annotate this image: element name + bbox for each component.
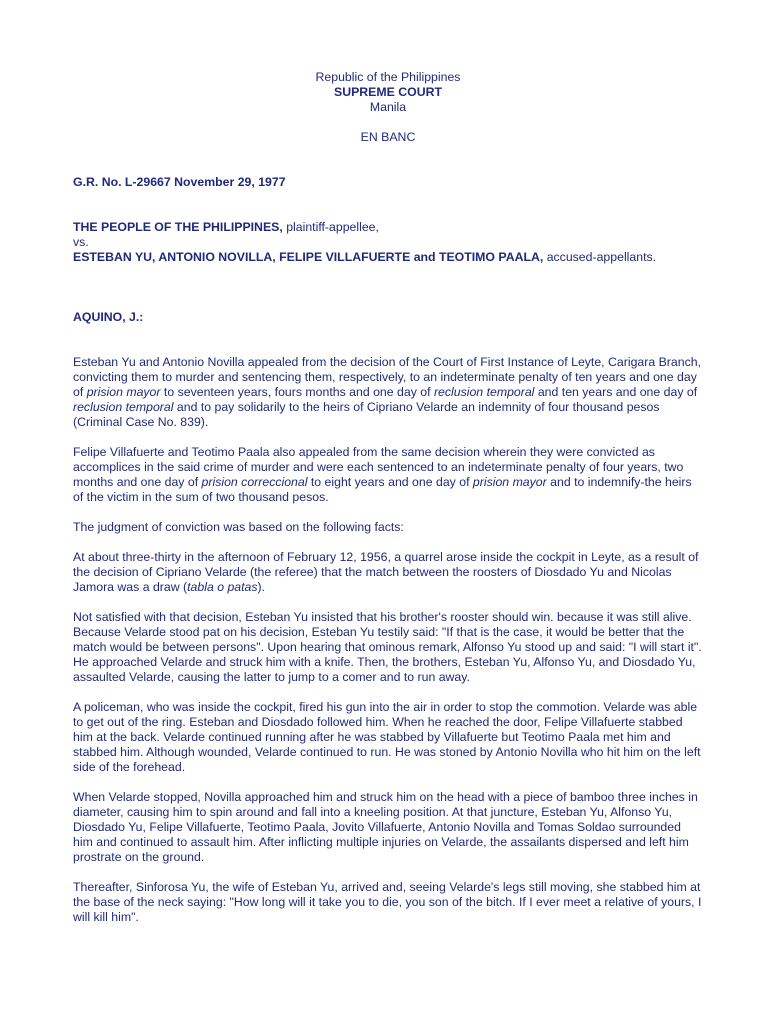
paragraph-text: Felipe Villafuerte and Teotimo Paala also appealed from the same decision wherein they were convicted as accomplices in the said crime of murder and were each sentenced to an indeterminate penalty of four years, two months and one day of [73, 445, 684, 489]
accused-role: accused-appellants. [546, 250, 657, 264]
paragraph-2 [73, 445, 703, 505]
paragraph-text: to eight years and one day of [307, 475, 473, 489]
spacer [73, 145, 703, 160]
case-number: G.R. No. L-29667 November 29, 1977 [73, 175, 286, 189]
paragraph-text: to seventeen years, fours months and one day of [160, 385, 434, 399]
paragraph-text: Esteban Yu and Antonio Novilla appealed from the decision of the Court of First Instance of Leyte, Carigara Branch, convicting them to murder and sentencing them, respectively, to an indeterminate penalty of ten years and one day of [73, 355, 701, 399]
spacer [73, 340, 703, 355]
spacer [73, 265, 703, 310]
paragraph-italic: prision mayor [86, 385, 161, 399]
paragraph-text: and ten years and one day of [534, 385, 698, 399]
ponente: AQUINO, J.: [73, 310, 144, 324]
versus-line: vs. [73, 235, 89, 249]
case-title [73, 220, 703, 265]
court-city: Manila [369, 100, 407, 114]
paragraph-text: and to pay solidarily to the heirs of Cipriano Velarde an indemnity of four thousand pesos (Criminal Case No. 839). [73, 400, 660, 429]
en-banc-label: EN BANC [360, 130, 416, 144]
plaintiff-name: THE PEOPLE OF THE PHILIPPINES, [73, 220, 283, 234]
document-page [73, 70, 703, 940]
spacer [73, 205, 703, 220]
court-name: SUPREME COURT [334, 85, 442, 99]
paragraph-8: Thereafter, Sinforosa Yu, the wife of Esteban Yu, arrived and, seeing Velarde's legs still moving, she stabbed him at the base of the neck saying: "How long will it take you to die, you son of the bitch. If I ever meet a relative of yours, I will kill him". [73, 880, 702, 924]
paragraph-text: and to indemnify-the heirs of the victim in the sum of two thousand pesos. [73, 475, 692, 504]
spacer [73, 325, 703, 340]
paragraph-italic: tabla o patas [187, 580, 258, 594]
paragraph-italic: reclusion temporal [73, 400, 174, 414]
plaintiff-line [73, 220, 703, 235]
paragraph-italic: prision mayor [472, 475, 547, 489]
paragraph-text: ). [257, 580, 266, 594]
paragraph-italic: reclusion temporal [433, 385, 535, 399]
paragraph-text: At about three-thirty in the afternoon of February 12, 1956, a quarrel arose inside the cockpit in Leyte, as a result of the decision of Cipriano Velarde (the referee) that the match between the roosters of Diosdado Yu and Nicolas Jamora was a draw ( [73, 550, 699, 594]
paragraph-6: A policeman, who was inside the cockpit, fired his gun into the air in order to stop the commotion. Velarde was able to get out of the ring. Esteban and Diosdado followed him. When he reached the door, Felipe Villafuerte stabbed him at the back. Velarde continued running after he was stabbed by Villafuerte but Teotimo Paala met him and stabbed him. Although wounded, Velarde continued to run. He was stoned by Antonio Novilla who hit him on the left side of the forehead. [73, 700, 701, 774]
paragraph-4 [73, 550, 703, 595]
plaintiff-role: plaintiff-appellee, [286, 220, 379, 234]
paragraph-3: The judgment of conviction was based on the following facts: [73, 520, 404, 534]
accused-line [73, 250, 703, 265]
paragraph-italic: prision correccional [201, 475, 308, 489]
paragraph-1 [73, 355, 703, 430]
paragraph-5: Not satisfied with that decision, Esteban Yu insisted that his brother's rooster should win. because it was still alive. Because Velarde stood pat on his decision, Esteban Yu testily said: "If that is the case, it would be better that the match would be between persons". Upon hearing that ominous remark, Alfonso Yu stood up and said: "I will start it". He approached Velarde and struck him with a knife. Then, the brothers, Esteban Yu, Alfonso Yu, and Diosdado Yu, assaulted Velarde, causing the latter to jump to a comer and to run away. [73, 610, 702, 684]
paragraph-7: When Velarde stopped, Novilla approached him and struck him on the head with a piece of bamboo three inches in diameter, causing him to spin around and fall into a kneeling position. At that juncture, Esteban Yu, Alfonso Yu, Diosdado Yu, Felipe Villafuerte, Teotimo Paala, Jovito Villafuerte, Antonio Novilla and Tomas Soldao surrounded him and continued to assault him. After inflicting multiple injuries on Velarde, the assailants dispersed and left him prostrate on the ground. [73, 790, 698, 864]
court-header [73, 70, 703, 115]
republic-line: Republic of the Philippines [315, 70, 461, 84]
accused-names: ESTEBAN YU, ANTONIO NOVILLA, FELIPE VILLAFUERTE and TEOTIMO PAALA, [73, 250, 544, 264]
spacer [73, 115, 703, 130]
spacer [73, 160, 703, 175]
spacer [73, 190, 703, 205]
